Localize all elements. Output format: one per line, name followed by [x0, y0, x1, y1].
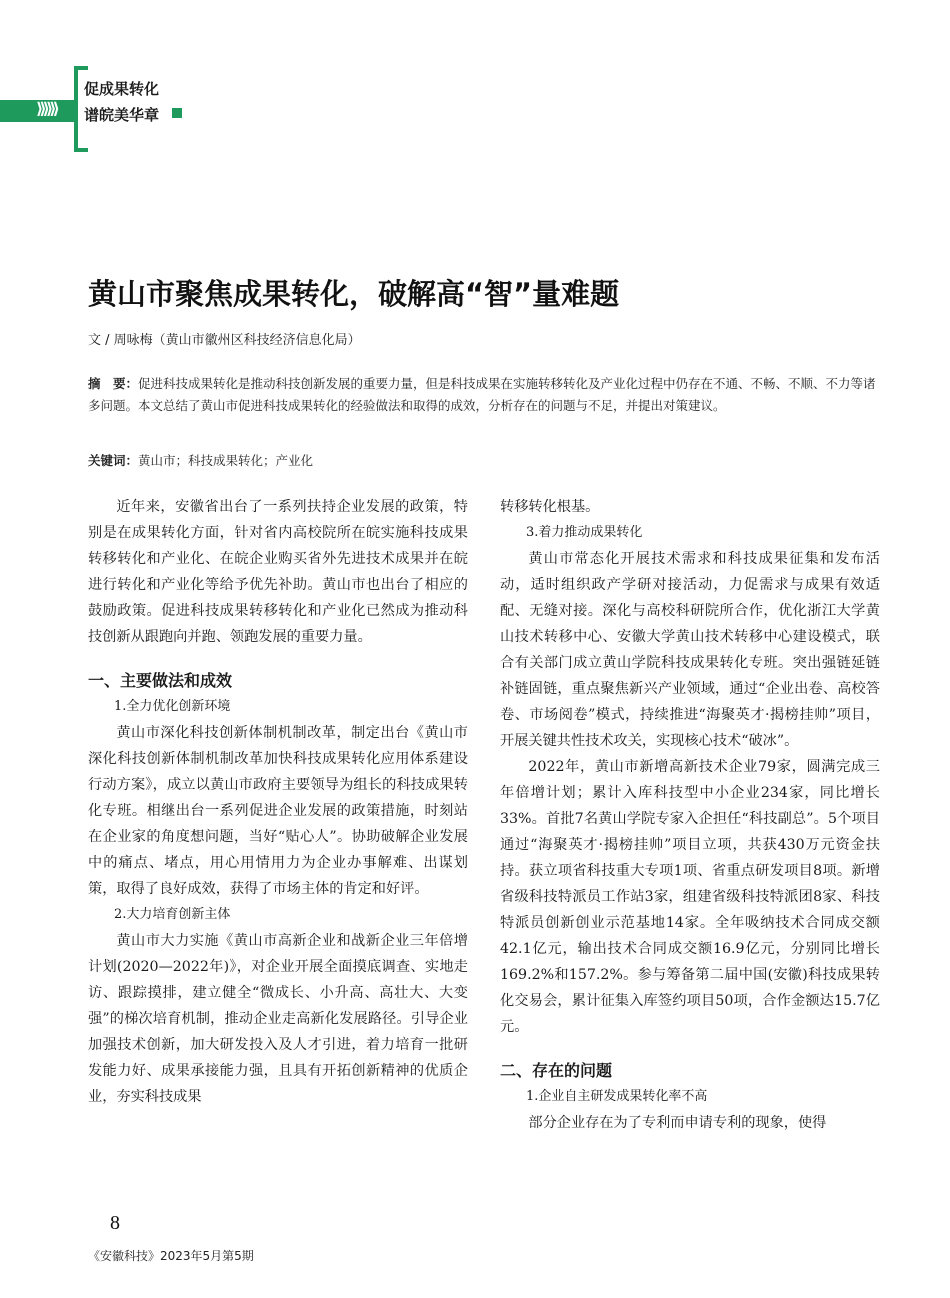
- chevron-icon: ⟩⟩⟩⟩⟩⟩: [36, 99, 56, 118]
- right-column: [500, 494, 880, 1136]
- subheading-3: 3.着力推动成果转化: [526, 525, 643, 540]
- header-bracket-bottom: [74, 148, 88, 152]
- left-column: [88, 494, 468, 1110]
- paragraph-2: 黄山市大力实施《黄山市高新企业和战新企业三年倍增计划(2020—2022年)》，对企业开展全面摸底调查、实地走访、跟踪摸排，建立健全“微成长、小升高、高壮大、大变强”的梯次培育机制，推动企业走高新化发展路径。引导企业加强技术创新，加大研发投入及人才引进，着力培育一批研发能力好、成果承接能力强，且具有开拓创新精神的优质企业，夯实科技成果: [88, 933, 468, 1105]
- paragraph-5: 部分企业存在为了专利而申请专利的现象，使得: [528, 1115, 827, 1131]
- section-heading-1: 一、主要做法和成效: [88, 671, 233, 690]
- subheading-1: 1.全力优化创新环境: [114, 699, 231, 714]
- subheading-4: 1.企业自主研发成果转化率不高: [526, 1089, 708, 1104]
- abstract-label: 摘 要：: [88, 376, 139, 391]
- column-label-line2: 谱皖美华章: [84, 106, 160, 124]
- intro-paragraph: 近年来，安徽省出台了一系列扶持企业发展的政策，特别是在成果转化方面，针对省内高校院所在皖实施科技成果转移转化和产业化、在皖企业购买省外先进技术成果并在皖进行转化和产业化等给予优先补助。黄山市也出台了相应的鼓励政策。促进科技成果转移转化和产业化已然成为推动科技创新从跟跑向并跑、领跑发展的重要力量。: [88, 499, 468, 645]
- column-label-line1: 促成果转化: [84, 80, 160, 98]
- keywords: [88, 451, 313, 469]
- article-author: 文 / 周咏梅（黄山市徽州区科技经济信息化局）: [88, 333, 361, 348]
- abstract-text: 促进科技成果转化是推动科技创新发展的重要力量，但是科技成果在实施转移转化及产业化过程中仍存在不通、不畅、不顺、不力等诸多问题。本文总结了黄山市促进科技成果转化的经验做法和取得的成效，分析存在的问题与不足，并提出对策建议。: [88, 376, 876, 413]
- subheading-2: 2.大力培育创新主体: [114, 907, 231, 922]
- section-heading-2: 二、存在的问题: [500, 1061, 613, 1080]
- square-icon: [172, 108, 182, 118]
- header-bracket-icon: [74, 68, 78, 150]
- abstract: [88, 373, 878, 417]
- paragraph-3: 黄山市常态化开展技术需求和科技成果征集和发布活动，适时组织政产学研对接活动，力促需求与成果有效适配、无缝对接。深化与高校科研院所合作，优化浙江大学黄山技术转移中心、安徽大学黄山技术转移中心建设模式，联合有关部门成立黄山学院科技成果转化专班。突出强链延链补链固链，重点聚焦新兴产业领域，通过“企业出卷、高校答卷、市场阅卷”模式，持续推进“海聚英才·揭榜挂帅”项目，开展关键共性技术攻关，实现核心技术“破冰”。: [500, 551, 880, 749]
- article-title: 黄山市聚焦成果转化，破解高“智”量难题: [88, 277, 620, 311]
- keywords-text: 黄山市；科技成果转化；产业化: [138, 453, 314, 468]
- paragraph-1: 黄山市深化科技创新体制机制改革，制定出台《黄山市深化科技创新体制机制改革加快科技成果转化应用体系建设行动方案》，成立以黄山市政府主要领导为组长的科技成果转化专班。相继出台一系列促进企业发展的政策措施，时刻站在企业家的角度想问题，当好“贴心人”。协助破解企业发展中的痛点、堵点，用心用情用力为企业办事解难、出谋划策，取得了良好成效，获得了市场主体的肯定和好评。: [88, 725, 468, 897]
- page-number: 8: [110, 1212, 120, 1234]
- continued-text: 转移转化根基。: [500, 499, 600, 515]
- header-bracket-top: [74, 66, 88, 70]
- journal-info: 《安徽科技》2023年5月第5期: [88, 1249, 254, 1263]
- paragraph-4: 2022年，黄山市新增高新技术企业79家，圆满完成三年倍增计划；累计入库科技型中小企业234家，同比增长33%。首批7名黄山学院专家入企担任“科技副总”。5个项目通过“海聚英才·揭榜挂帅”项目立项，共获430万元资金扶持。获立项省科技重大专项1项、省重点研发项目8项。新增省级科技特派员工作站3家，组建省级科技特派团8家、科技特派员创新创业示范基地14家。全年吸纳技术合同成交额42.1亿元，输出技术合同成交额16.9亿元，分别同比增长169.2%和157.2%。参与筹备第二届中国(安徽)科技成果转化交易会，累计征集入库签约项目50项，合作金额达15.7亿元。: [500, 759, 880, 1035]
- keywords-label: 关键词：: [88, 453, 139, 468]
